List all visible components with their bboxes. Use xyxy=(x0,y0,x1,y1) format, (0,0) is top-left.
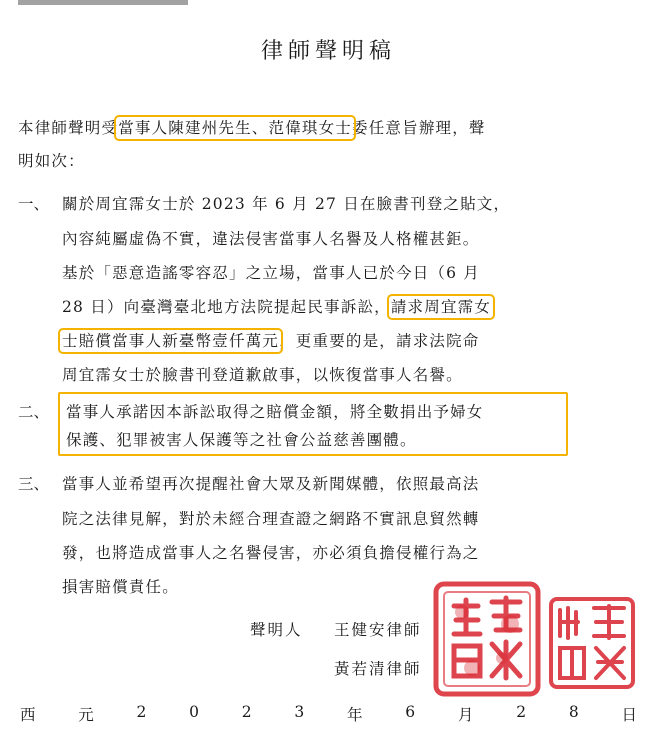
date-char: 西 xyxy=(20,706,36,724)
item-3-line-2: 院之法律見解，對於未經合理查證之網路不實訊息貿然轉 xyxy=(62,510,480,528)
item-3-line-1: 當事人並希望再次提醒社會大眾及新聞媒體，依照最高法 xyxy=(62,475,480,493)
item-2-line-1: 當事人承諾因本訴訟取得之賠償金額，將全數捐出予婦女 xyxy=(66,403,484,421)
item-1-number: 一、 xyxy=(18,195,50,213)
item-1-line-3: 基於「惡意造謠零容忍」之立場，當事人已於今日（6 月 xyxy=(62,264,480,282)
date-char: 3 xyxy=(294,703,305,721)
item-1-line-2: 內容純屬虛偽不實，違法侵害當事人名譽及人格權甚鉅。 xyxy=(62,230,480,248)
item-2-line-2: 保護、犯罪被害人保護等之社會公益慈善團體。 xyxy=(66,431,417,449)
date-char: 2 xyxy=(241,703,252,721)
item-1-line-1: 關於周宜霈女士於 2023 年 6 月 27 日在臉書刊登之貼文， xyxy=(62,195,511,213)
date-char: 月 xyxy=(457,706,474,724)
date-char: 8 xyxy=(568,703,579,721)
scan-edge-mark xyxy=(18,0,188,5)
date-char: 年 xyxy=(347,706,363,724)
red-seal-stamp-1 xyxy=(432,580,542,698)
date-char: 0 xyxy=(189,703,200,721)
highlight-compensation-request-part1: 請求周宜霈女 xyxy=(390,298,492,316)
signature-lawyer-2: 黃若清律師 xyxy=(334,660,422,678)
item-1-line-6: 周宜霈女士於臉書刊登道歉啟事，以恢復當事人名譽。 xyxy=(62,366,463,384)
red-seal-stamp-2 xyxy=(548,596,636,690)
item-1-line-4-text: 28 日）向臺灣臺北地方法院提起民事訴訟， xyxy=(62,298,391,316)
intro-prefix: 本律師聲明受 xyxy=(18,119,119,137)
signature-lawyer-1: 王健安律師 xyxy=(334,621,422,639)
signature-label: 聲明人 xyxy=(250,621,303,639)
date-char: 2 xyxy=(516,703,527,721)
item-1-line-4 xyxy=(62,297,491,317)
item-1-line-5-text: ，更重要的是，請求法院命 xyxy=(279,332,480,350)
item-2-number: 二、 xyxy=(18,403,50,421)
date-char: 6 xyxy=(405,703,416,721)
item-3-number: 三、 xyxy=(18,475,50,493)
intro-line-2: 明如次： xyxy=(18,152,85,170)
item-3-line-4: 損害賠償責任。 xyxy=(62,578,179,596)
item-3-line-3: 發，也將造成當事人之名譽侵害，亦必須負擔侵權行為之 xyxy=(62,544,480,562)
intro-suffix: 委任意旨辦理，聲 xyxy=(352,119,486,137)
date-row xyxy=(20,703,637,725)
item-1-line-5 xyxy=(62,331,480,351)
date-char: 2 xyxy=(136,703,147,721)
intro-line-1 xyxy=(18,118,486,138)
highlight-client-names: 當事人陳建州先生、范偉琪女士 xyxy=(118,119,353,137)
document-title: 律師聲明稿 xyxy=(260,39,396,64)
date-char: 元 xyxy=(78,706,94,724)
highlight-compensation-request-part2: 士賠償當事人新臺幣壹仟萬元 xyxy=(62,332,280,350)
date-char: 日 xyxy=(621,706,637,724)
